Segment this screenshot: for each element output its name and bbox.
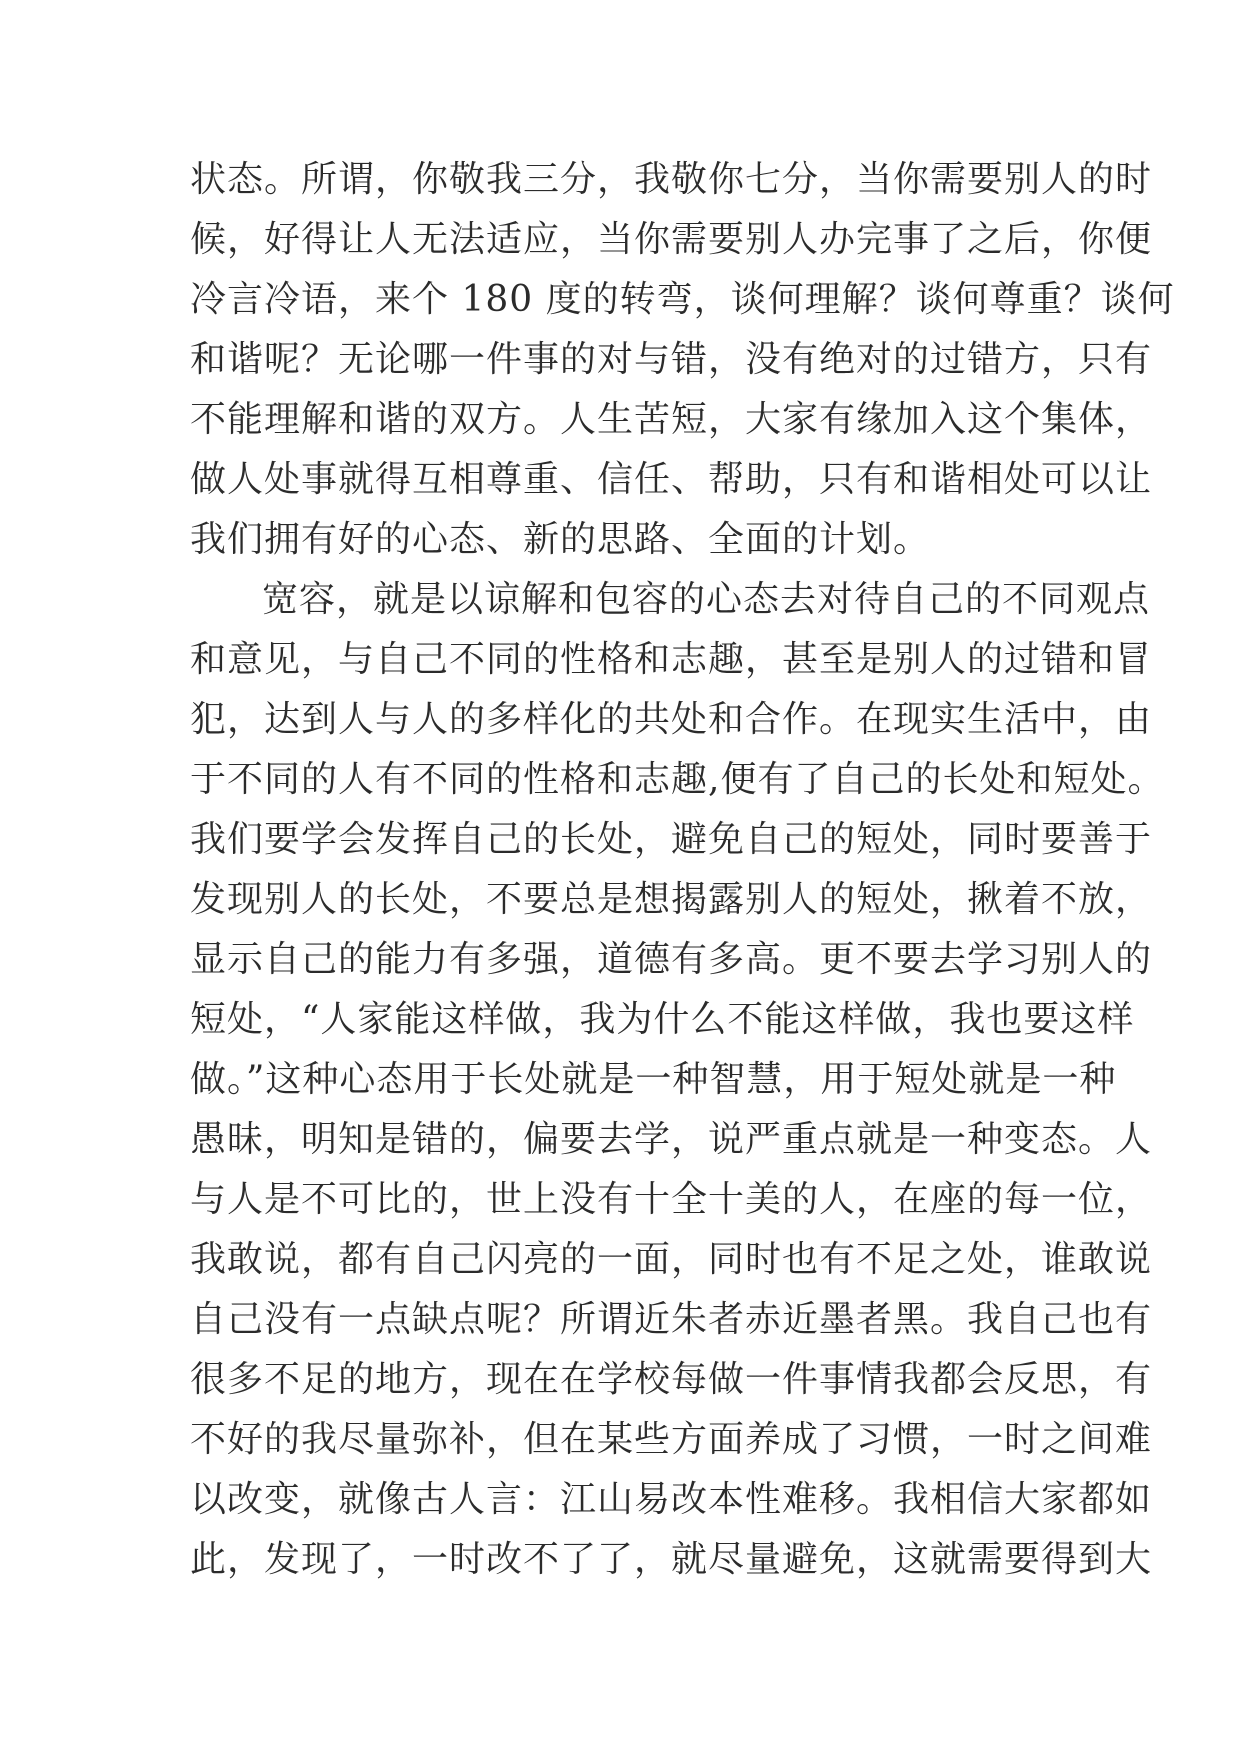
text-line: 状态。所谓，你敬我三分，我敬你七分，当你需要别人的时 xyxy=(190,159,1153,200)
paragraph-end-line: 我们拥有好的心态、新的思路、全面的计划。 xyxy=(190,519,931,560)
text-line: 做。”这种心态用于长处就是一种智慧，用于短处就是一种 xyxy=(190,1059,1117,1100)
text-line: 和谐呢？无论哪一件事的对与错，没有绝对的过错方，只有 xyxy=(190,339,1153,380)
text-line: 很多不足的地方，现在在学校每做一件事情我都会反思，有 xyxy=(190,1359,1153,1400)
text-line: 犯，达到人与人的多样化的共处和合作。在现实生活中，由 xyxy=(190,699,1153,740)
text-line: 自己没有一点缺点呢？所谓近朱者赤近墨者黑。我自己也有 xyxy=(190,1299,1153,1340)
text-line: 候，好得让人无法适应，当你需要别人办完事了之后，你便 xyxy=(190,219,1153,260)
text-line: 我们要学会发挥自己的长处，避免自己的短处，同时要善于 xyxy=(190,819,1153,860)
text-line: 我敢说，都有自己闪亮的一面，同时也有不足之处，谁敢说 xyxy=(190,1239,1153,1280)
text-line: 发现别人的长处，不要总是想揭露别人的短处，揪着不放， xyxy=(190,879,1153,920)
text-line: 不好的我尽量弥补，但在某些方面养成了习惯，一时之间难 xyxy=(190,1419,1153,1460)
body-text xyxy=(190,150,1175,1590)
text-line: 此，发现了，一时改不了了，就尽量避免，这就需要得到大 xyxy=(190,1539,1153,1580)
text-line: 做人处事就得互相尊重、信任、帮助，只有和谐相处可以让 xyxy=(190,459,1153,500)
text-line: 和意见，与自己不同的性格和志趣，甚至是别人的过错和冒 xyxy=(190,639,1153,680)
text-line: 愚昧，明知是错的，偏要去学，说严重点就是一种变态。人 xyxy=(190,1119,1153,1160)
text-line: 以改变，就像古人言：江山易改本性难移。我相信大家都如 xyxy=(190,1479,1153,1520)
text-line: 冷言冷语，来个 180 度的转弯，谈何理解？谈何尊重？谈何 xyxy=(190,279,1175,320)
text-line: 显示自己的能力有多强，道德有多高。更不要去学习别人的 xyxy=(190,939,1153,980)
text-line: 不能理解和谐的双方。人生苦短，大家有缘加入这个集体， xyxy=(190,399,1153,440)
text-line: 短处，“人家能这样做，我为什么不能这样做，我也要这样 xyxy=(190,999,1135,1040)
paragraph-first-line: 宽容，就是以谅解和包容的心态去对待自己的不同观点 xyxy=(262,579,1151,620)
text-line: 与人是不可比的，世上没有十全十美的人，在座的每一位， xyxy=(190,1179,1153,1220)
text-line: 于不同的人有不同的性格和志趣,便有了自己的长处和短处。 xyxy=(190,759,1165,800)
